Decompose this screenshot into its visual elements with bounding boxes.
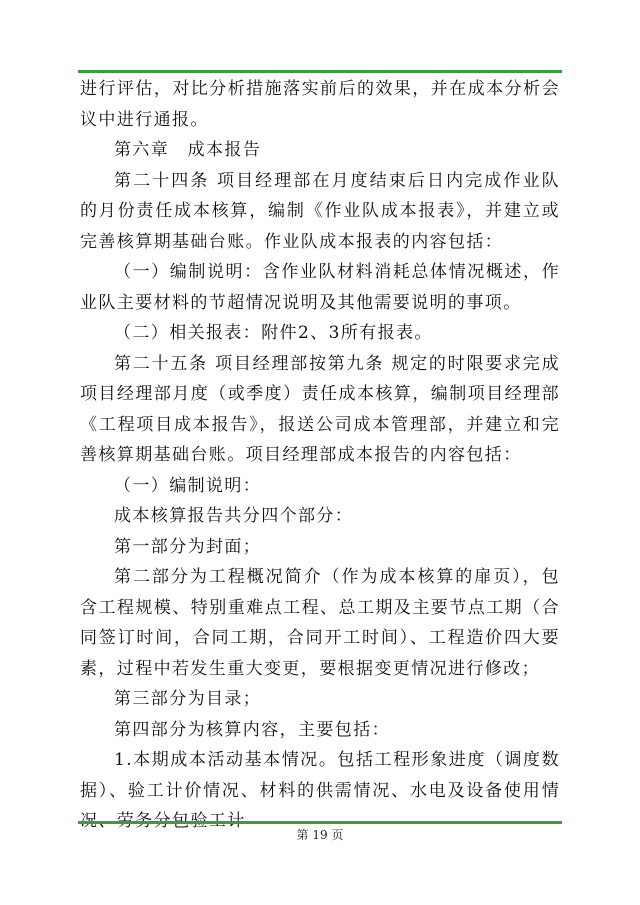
document-body — [80, 74, 560, 837]
paragraph-continuation: 进行评估，对比分析措施落实前后的效果，并在成本分析会议中进行通报。 — [80, 79, 560, 130]
report-part-3: 第三部分为目录； — [114, 689, 262, 709]
report-part-2: 第二部分为工程概况简介（作为成本核算的扉页），包含工程规模、特别重难点工程、总工期及主要节点工期（合同签订时间，合同工期，合同开工时间）、工程造价四大要素，过程中若发生重大变更，要根据变更情况进行修改； — [80, 567, 560, 679]
article-25: 第二十五条 项目经理部按第九条 规定的时限要求完成项目经理部月度（或季度）责任成本核算，编制项目经理部《工程项目成本报告》，报送公司成本管理部，并建立和完善核算期基础台账。项目经理部成本报告的内容包括： — [80, 353, 560, 465]
article-25-item-1: （一）编制说明： — [114, 475, 262, 496]
footer-divider — [78, 821, 562, 824]
report-parts-intro: 成本核算报告共分四个部分： — [114, 506, 354, 526]
article-24-item-2: （二）相关报表：附件2、3所有报表。 — [114, 323, 433, 343]
header-divider — [78, 70, 562, 73]
report-part-1: 第一部分为封面； — [114, 536, 262, 557]
chapter-heading: 第六章 成本报告 — [114, 140, 262, 160]
article-24-item-1: （一）编制说明：含作业队材料消耗总体情况概述，作业队主要材料的节超情况说明及其他需要说明的事项。 — [80, 262, 560, 313]
report-part-4-item-1: 1.本期成本活动基本情况。包括工程形象进度（调度数据）、验工计价情况、材料的供需情况、水电及设备使用情 — [80, 750, 560, 801]
page-number: 第 19 页 — [296, 828, 344, 842]
report-part-4: 第四部分为核算内容，主要包括： — [114, 719, 390, 740]
article-24: 第二十四条 项目经理部在月度结束后日内完成作业队的月份责任成本核算，编制《作业队成本报表》，并建立或完善核算期基础台账。作业队成本报表的内容包括： — [80, 170, 560, 252]
